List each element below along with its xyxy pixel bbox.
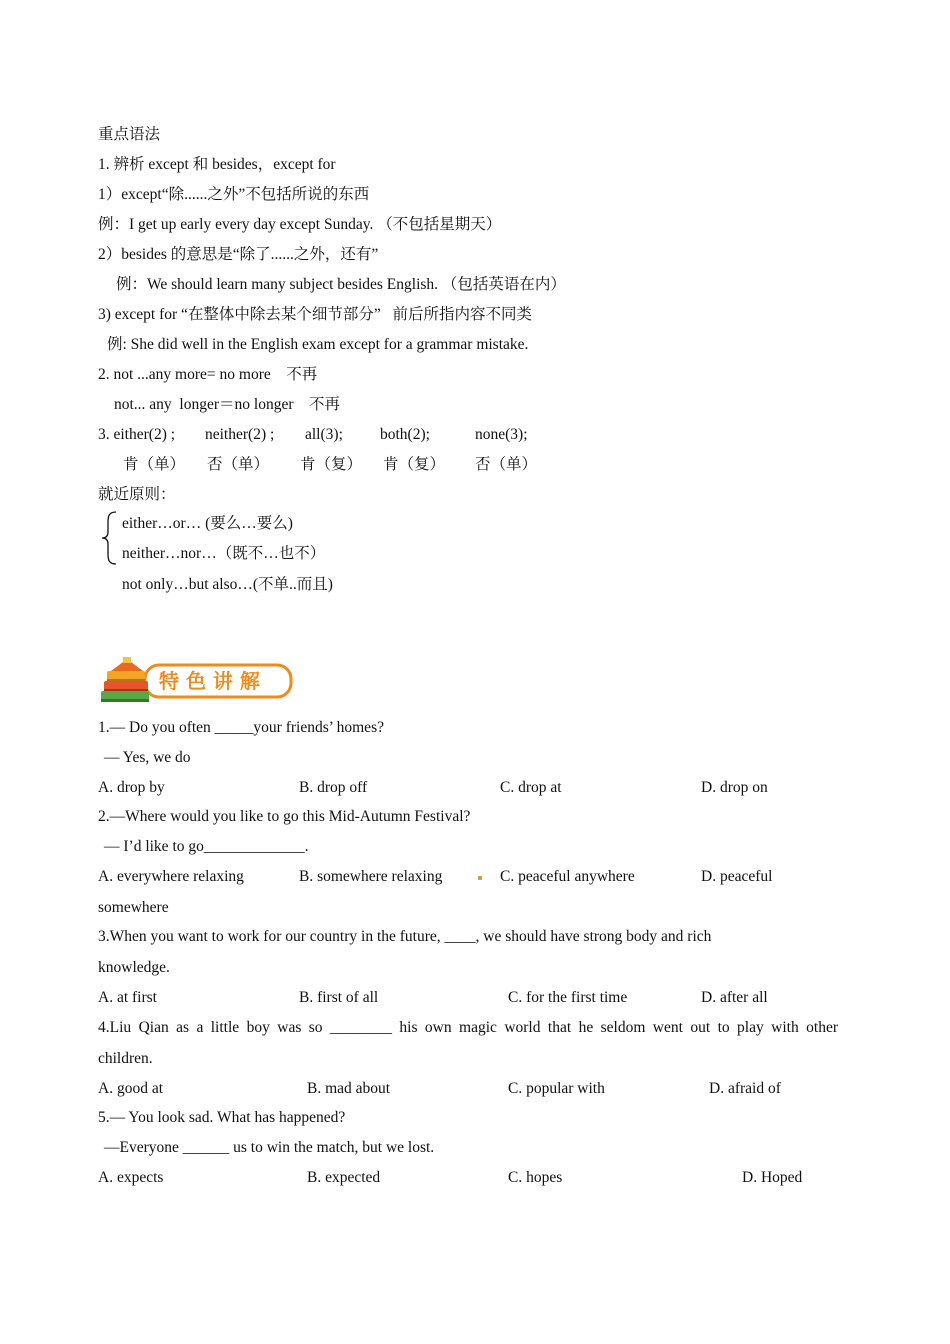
curly-brace-icon — [100, 510, 120, 566]
question-stem: — I’d like to go_____________. — [104, 838, 309, 855]
option-c[interactable]: C. for the first time — [508, 989, 628, 1006]
item3-note: 肯（单） — [123, 456, 186, 473]
besides-definition: 2）besides 的意思是“除了......之外，还有” — [98, 246, 379, 263]
proximity-item: either…or… (要么…要么) — [122, 515, 293, 532]
question-stem: knowledge. — [98, 959, 170, 976]
question-stem: 1.— Do you often _____your friends’ homes? — [98, 719, 384, 736]
item1-title: 1. 辨析 except 和 besides，except for — [98, 156, 336, 173]
item3-note: 肯（复） — [383, 456, 446, 473]
proximity-title: 就近原则： — [98, 486, 176, 503]
question-stem: 2.—Where would you like to go this Mid-Autumn Festival? — [98, 808, 471, 825]
question-stem: children. — [98, 1050, 153, 1067]
item3-word: 3. either(2) ; — [98, 426, 176, 443]
item3-word: none(3); — [475, 426, 528, 443]
grammar-heading: 重点语法 — [98, 126, 161, 143]
item2-line1: 2. not ...any more= no more 不再 — [98, 366, 318, 383]
option-d[interactable]: D. afraid of — [709, 1080, 781, 1097]
besides-example: 例：We should learn many subject besides English. （包括英语在内） — [116, 276, 566, 293]
option-a[interactable]: A. everywhere relaxing — [98, 868, 244, 885]
item3-note: 否（单） — [475, 456, 538, 473]
option-b[interactable]: B. drop off — [299, 779, 368, 796]
except-for-example: 例: She did well in the English exam except for a grammar mistake. — [107, 336, 529, 353]
option-b[interactable]: B. mad about — [307, 1080, 391, 1097]
item3-word: neither(2) ; — [205, 426, 275, 443]
question-stem: 3.When you want to work for our country in the future, ____, we should have strong body and rich — [98, 928, 712, 945]
question-stem: —Everyone ______ us to win the match, but we lost. — [104, 1139, 435, 1156]
option-a[interactable]: A. good at — [98, 1080, 164, 1097]
option-c[interactable]: C. drop at — [500, 779, 562, 796]
option-c[interactable]: C. hopes — [508, 1169, 563, 1186]
item3-note: 否（单） — [207, 456, 270, 473]
section-badge-label: 特 色 讲 解 — [159, 669, 260, 693]
section-badge — [97, 655, 295, 707]
option-d-wrap: somewhere — [98, 899, 169, 916]
option-b[interactable]: B. somewhere relaxing — [299, 868, 443, 885]
item3-word: both(2); — [380, 426, 430, 443]
option-a[interactable]: A. expects — [98, 1169, 164, 1186]
item3-word: all(3); — [305, 426, 343, 443]
option-b[interactable]: B. expected — [307, 1169, 381, 1186]
option-c[interactable]: C. popular with — [508, 1080, 605, 1097]
except-example: 例：I get up early every day except Sunday. （不包括星期天） — [98, 216, 502, 233]
option-c[interactable]: C. peaceful anywhere — [500, 868, 635, 885]
question-stem: 4.Liu Qian as a little boy was so ________ his own magic world that he seldom went out to play with other — [98, 1019, 838, 1036]
except-for-definition: 3) except for “在整体中除去某个细节部分” 前后所指内容不同类 — [98, 306, 532, 323]
proximity-item: not only…but also…(不单..而且) — [122, 576, 333, 593]
question-stem: — Yes, we do — [104, 749, 191, 766]
item2-line2: not... any longer＝no longer 不再 — [114, 396, 341, 413]
question-stem: 5.— You look sad. What has happened? — [98, 1109, 346, 1126]
stray-dot — [478, 876, 482, 880]
except-definition: 1）except“除......之外”不包括所说的东西 — [98, 186, 370, 203]
option-d[interactable]: D. Hoped — [742, 1169, 803, 1186]
option-d[interactable]: D. after all — [701, 989, 768, 1006]
option-a[interactable]: A. drop by — [98, 779, 165, 796]
option-a[interactable]: A. at first — [98, 989, 157, 1006]
option-b[interactable]: B. first of all — [299, 989, 379, 1006]
item3-note: 肯（复） — [300, 456, 363, 473]
proximity-item: neither…nor…（既不…也不） — [122, 545, 326, 562]
option-d[interactable]: D. peaceful — [701, 868, 773, 885]
option-d[interactable]: D. drop on — [701, 779, 768, 796]
